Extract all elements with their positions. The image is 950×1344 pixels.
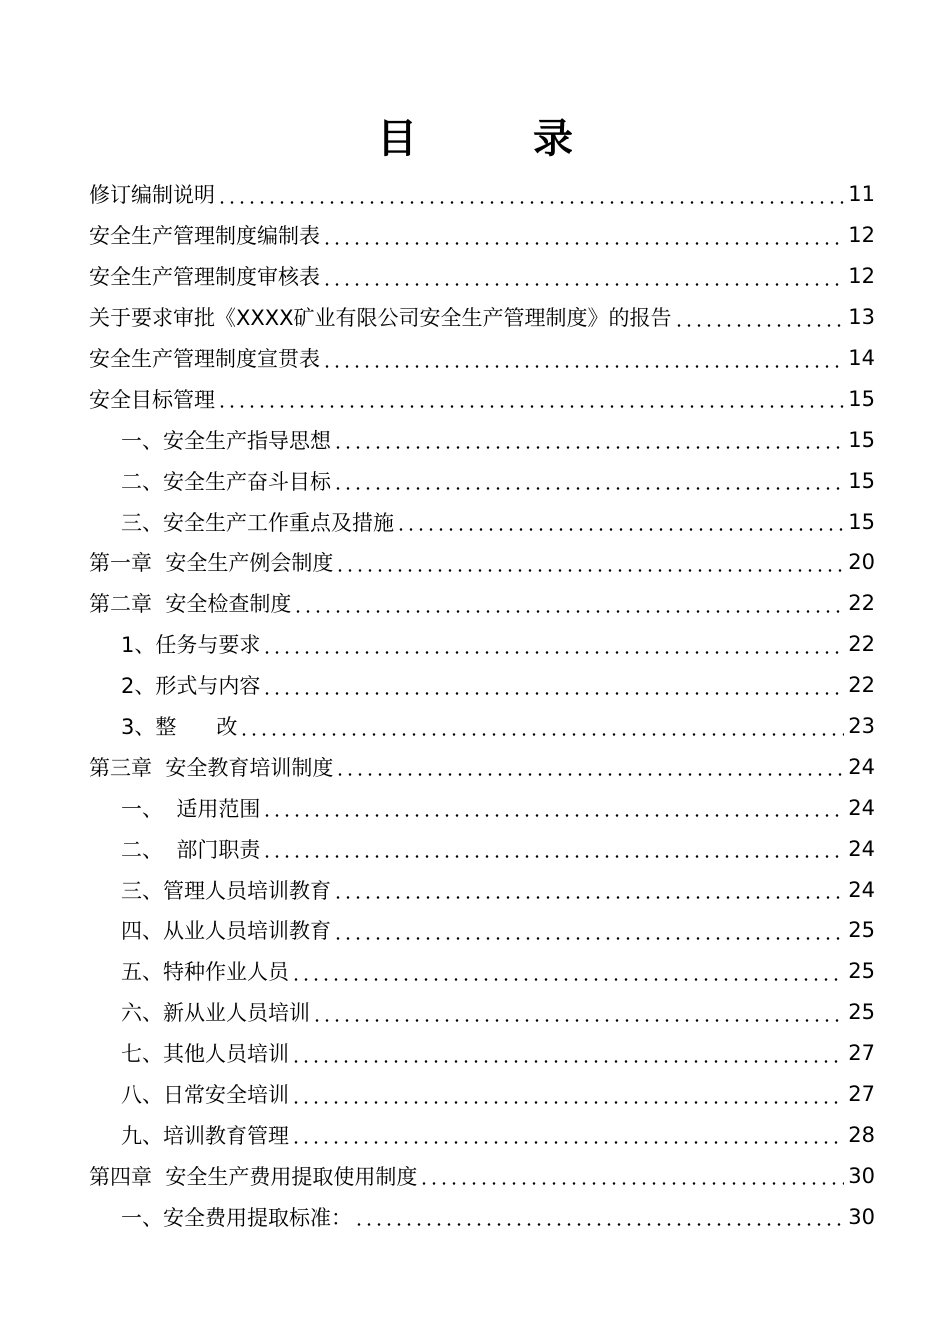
dot-leader (333, 474, 844, 495)
toc-entry-title: 安全目标管理 (89, 387, 215, 412)
toc-entry[interactable] (89, 542, 875, 583)
toc-entry[interactable] (89, 951, 875, 992)
dot-leader (291, 965, 844, 986)
dot-leader (291, 1128, 844, 1149)
toc-entry-title: 二、安全生产奋斗目标 (121, 469, 331, 494)
toc-entry-title: 八、日常安全培训 (121, 1083, 289, 1108)
dot-leader (291, 1088, 844, 1109)
toc-entry-page-number: 15 (848, 427, 875, 452)
toc-entry[interactable] (89, 746, 875, 787)
dot-leader (239, 720, 844, 741)
toc-entry-page-number: 13 (848, 305, 875, 330)
toc-entry-page-number: 11 (848, 182, 875, 207)
dot-leader (396, 515, 844, 536)
toc-entry-title: 五、特种作业人员 (121, 960, 289, 985)
toc-entry[interactable] (89, 910, 875, 951)
toc-entry[interactable] (89, 378, 875, 419)
dot-leader (217, 188, 844, 209)
dot-leader (262, 679, 844, 700)
toc-entry[interactable] (89, 583, 875, 624)
toc-entry-title: 三、安全生产工作重点及措施 (121, 510, 394, 535)
toc-entry[interactable] (89, 624, 875, 665)
dot-leader (217, 392, 844, 413)
dot-leader (262, 842, 844, 863)
toc-entry-page-number: 22 (848, 673, 875, 698)
toc-entry-page-number: 27 (848, 1082, 875, 1107)
toc-entry-title: 第三章 安全教育培训制度 (89, 755, 334, 780)
dot-leader (419, 1169, 844, 1190)
toc-entry-title: 一、 适用范围 (121, 796, 261, 821)
toc-entry-title: 3、整 改 (121, 715, 238, 740)
toc-entry-title: 安全生产管理制度审核表 (89, 265, 320, 290)
toc-entry-title: 安全生产管理制度宣贯表 (89, 347, 320, 371)
toc-entry-page-number: 24 (848, 795, 875, 820)
toc-entry[interactable] (89, 1074, 875, 1115)
dot-leader (322, 229, 844, 250)
toc-entry-title: 一、安全生产指导思想 (121, 428, 331, 453)
toc-entry[interactable] (89, 1114, 875, 1155)
dot-leader (354, 1210, 844, 1231)
toc-entry-title: 修订编制说明 (89, 183, 215, 208)
toc-entry-page-number: 24 (848, 754, 875, 779)
toc-entry-page-number: 15 (848, 386, 875, 411)
toc-entry-title: 二、 部门职责 (121, 837, 261, 862)
toc-entry[interactable] (89, 787, 875, 828)
toc-entry[interactable] (89, 256, 875, 297)
dot-leader (333, 883, 844, 904)
dot-leader (322, 270, 844, 291)
toc-entry-page-number: 24 (848, 877, 875, 902)
toc-entry[interactable] (89, 992, 875, 1033)
toc-entry-page-number: 23 (848, 714, 875, 739)
toc-entry[interactable] (89, 297, 875, 338)
dot-leader (262, 801, 844, 822)
toc-entry[interactable] (89, 460, 875, 501)
toc-entry[interactable] (89, 174, 875, 215)
toc-entry-page-number: 25 (848, 959, 875, 984)
toc-entry-page-number: 25 (848, 918, 875, 943)
toc-entry-page-number: 22 (848, 632, 875, 657)
toc-entry-page-number: 28 (848, 1122, 875, 1147)
toc-entry-page-number: 25 (848, 1000, 875, 1025)
toc-entry-title: 2、形式与内容 (121, 674, 261, 699)
toc-entry[interactable] (89, 706, 875, 747)
toc-entry-page-number: 12 (848, 264, 875, 289)
toc-entry-page-number: 24 (848, 836, 875, 861)
table-of-contents (89, 174, 875, 1237)
toc-entry-page-number: 15 (848, 509, 875, 534)
dot-leader (291, 1047, 844, 1068)
toc-title: 目 录 (377, 116, 611, 162)
toc-entry-title: 关于要求审批《XXXX矿业有限公司安全生产管理制度》的报告 (89, 306, 672, 331)
dot-leader (312, 1006, 844, 1027)
toc-entry[interactable] (89, 1033, 875, 1074)
toc-entry[interactable] (89, 215, 875, 256)
toc-entry-title: 四、从业人员培训教育 (121, 919, 331, 944)
toc-entry-title: 一、安全费用提取标准： (121, 1205, 352, 1230)
toc-entry-title: 九、培训教育管理 (121, 1123, 289, 1148)
toc-entry-title: 七、其他人员培训 (121, 1042, 289, 1067)
toc-entry-title: 1、任务与要求 (121, 633, 261, 658)
dot-leader (322, 352, 844, 373)
toc-entry-page-number: 15 (848, 468, 875, 493)
toc-entry-page-number: 22 (848, 591, 875, 616)
toc-entry[interactable] (89, 1196, 875, 1237)
toc-entry-title: 安全生产管理制度编制表 (89, 224, 320, 249)
toc-entry-page-number: 12 (848, 223, 875, 248)
dot-leader (674, 311, 845, 332)
toc-entry-title: 三、管理人员培训教育 (121, 878, 331, 903)
toc-entry[interactable] (89, 828, 875, 869)
dot-leader (335, 760, 844, 781)
toc-entry[interactable] (89, 419, 875, 460)
dot-leader (293, 597, 844, 618)
dot-leader (335, 556, 844, 577)
toc-entry-page-number: 30 (848, 1204, 875, 1229)
dot-leader (262, 638, 844, 659)
toc-entry-title: 第二章 安全检查制度 (89, 592, 292, 617)
toc-entry[interactable] (89, 501, 875, 542)
toc-entry-page-number: 14 (848, 346, 875, 370)
toc-entry[interactable] (89, 338, 875, 379)
toc-entry-title: 第四章 安全生产费用提取使用制度 (89, 1164, 418, 1189)
toc-entry-title: 第一章 安全生产例会制度 (89, 551, 334, 576)
dot-leader (333, 924, 844, 945)
toc-entry-page-number: 27 (848, 1041, 875, 1066)
toc-entry-page-number: 20 (848, 550, 875, 575)
toc-entry[interactable] (89, 1155, 875, 1196)
toc-entry[interactable] (89, 665, 875, 706)
toc-entry-title: 六、新从业人员培训 (121, 1001, 310, 1026)
toc-entry[interactable] (89, 869, 875, 910)
dot-leader (333, 433, 844, 454)
toc-entry-page-number: 30 (848, 1163, 875, 1188)
